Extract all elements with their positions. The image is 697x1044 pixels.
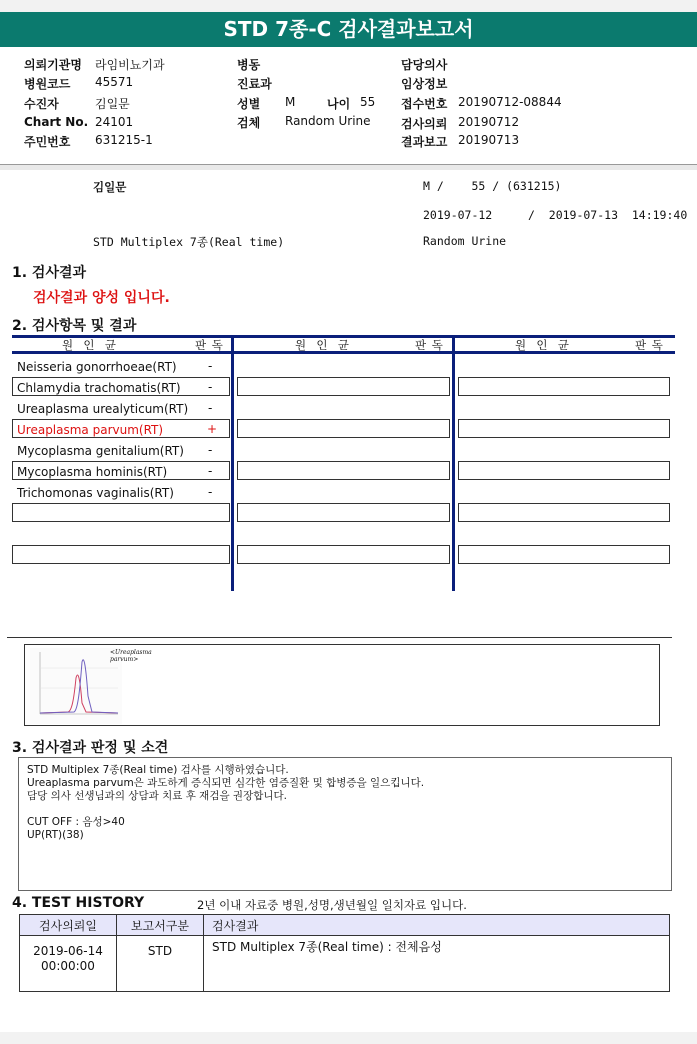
history-note: 2년 이내 자료중 병원,성명,생년월일 일치자료 입니다.: [197, 898, 467, 912]
summary-date-request: 2019-07-12: [423, 208, 493, 222]
organism-name: Chlamydia trachomatis(RT): [17, 381, 181, 395]
organism-name: Mycoplasma genitalium(RT): [17, 444, 184, 458]
info-label-resident-no: 주민번호: [24, 135, 71, 149]
history-date: 2019-06-14: [33, 944, 103, 958]
info-label-ward: 병동: [237, 58, 261, 72]
info-value-specimen: Random Urine: [285, 114, 371, 128]
organism-result: -: [208, 401, 213, 415]
info-label-specimen: 검체: [237, 116, 261, 130]
section1-result: 검사결과 양성 입니다.: [33, 290, 170, 306]
graph-legend-line2: parvum>: [110, 656, 139, 663]
summary-test: STD Multiplex 7종(Real time): [93, 235, 285, 249]
header-organism-1: 원 인 균: [62, 338, 117, 352]
cell-box: [237, 461, 450, 480]
info-label-patient: 수진자: [24, 97, 59, 111]
section2-heading: 2. 검사항목 및 결과: [12, 318, 137, 334]
summary-name: 김일문: [93, 180, 127, 194]
cell-box: [458, 461, 670, 480]
info-value-sex: M: [285, 95, 296, 109]
cell-box: [237, 419, 450, 438]
report-title: STD 7종-C 검사결과보고서: [0, 12, 697, 47]
opinion-value: UP(RT)(38): [27, 829, 84, 841]
info-label-sex: 성별: [237, 97, 261, 111]
info-value-resident-no: 631215-1: [95, 133, 153, 147]
organism-result: -: [208, 464, 213, 478]
opinion-cutoff: CUT OFF : 음성>40: [27, 816, 125, 828]
info-value-receipt-no: 20190712-08844: [458, 95, 562, 109]
bottom-margin: [0, 1032, 697, 1044]
history-type: STD: [117, 936, 204, 992]
section4-heading: 4. TEST HISTORY: [12, 895, 145, 911]
info-value-chart-no: 24101: [95, 115, 134, 129]
cell-box: [12, 545, 230, 564]
info-label-request-date: 검사의뢰: [401, 117, 448, 131]
info-label-receipt-no: 접수번호: [401, 97, 448, 111]
opinion-line: Ureaplasma parvum은 과도하게 증식되면 심각한 염증질환 및 합병증을 일으킵니다.: [27, 777, 425, 789]
info-divider-shadow: [0, 165, 697, 170]
top-margin: [0, 0, 697, 12]
amplification-graph-frame: [24, 644, 660, 726]
summary-sex-age: M / 55 / (631215): [423, 179, 562, 193]
cell-box: [237, 377, 450, 396]
cell-box: [458, 419, 670, 438]
header-judge-3: 판 독: [635, 338, 664, 352]
cell-box: [12, 503, 230, 522]
info-label-report-date: 결과보고: [401, 135, 448, 149]
history-date-cell: [20, 936, 117, 992]
info-value-age: 55: [360, 95, 376, 109]
organism-name-positive: Ureaplasma parvum(RT): [17, 423, 164, 437]
section3-heading: 3. 검사결과 판정 및 소견: [12, 740, 169, 756]
table-vline-2: [452, 335, 455, 591]
opinion-line: STD Multiplex 7종(Real time) 검사를 시행하였습니다.: [27, 764, 289, 776]
organism-result-positive: +: [207, 422, 218, 436]
info-value-request-date: 20190712: [458, 115, 520, 129]
header-judge-1: 판 독: [195, 338, 224, 352]
history-col-date: 검사의뢰일: [20, 915, 117, 936]
summary-specimen: Random Urine: [423, 234, 507, 248]
organism-result: -: [208, 443, 213, 457]
opinion-box: [18, 757, 672, 891]
header-organism-2: 원 인 균: [295, 338, 350, 352]
amplification-curve-chart: [30, 648, 122, 724]
cell-box: [237, 545, 450, 564]
table-vline-1: [231, 335, 234, 591]
header-organism-3: 원 인 균: [515, 338, 570, 352]
info-label-hospital-code: 병원코드: [24, 77, 71, 91]
organism-result: -: [208, 359, 213, 373]
summary-date-report: / 2019-07-13 14:19:40: [528, 208, 688, 222]
cell-box: [458, 503, 670, 522]
organism-name: Trichomonas vaginalis(RT): [17, 486, 174, 500]
history-col-result: 검사결과: [204, 915, 670, 936]
info-value-patient: 김일문: [95, 97, 130, 111]
info-value-report-date: 20190713: [458, 133, 520, 147]
table-bottom-rule: [7, 637, 672, 638]
info-label-clinical: 임상정보: [401, 77, 448, 91]
info-label-dept: 진료과: [237, 77, 272, 91]
organism-name: Ureaplasma urealyticum(RT): [17, 402, 189, 416]
opinion-line: 담당 의사 선생님과의 상담과 치료 후 재검을 권장합니다.: [27, 790, 287, 802]
cell-box: [458, 545, 670, 564]
info-value-institution: 라임비뇨기과: [95, 58, 165, 72]
info-label-chart-no: Chart No.: [24, 115, 89, 129]
cell-box: [458, 377, 670, 396]
history-time: 00:00:00: [41, 959, 95, 973]
cell-box: [237, 503, 450, 522]
info-label-doctor: 담당의사: [401, 58, 448, 72]
header-judge-2: 판 독: [415, 338, 444, 352]
history-col-type: 보고서구분: [117, 915, 204, 936]
organism-result: -: [208, 485, 213, 499]
history-row: [20, 936, 670, 992]
organism-name: Neisseria gonorrhoeae(RT): [17, 360, 177, 374]
organism-result: -: [208, 380, 213, 394]
info-label-institution: 의뢰기관명: [24, 58, 82, 72]
section1-heading: 1. 검사결과: [12, 265, 87, 281]
info-value-hospital-code: 45571: [95, 75, 134, 89]
history-header-row: [20, 915, 670, 936]
history-result: STD Multiplex 7종(Real time) : 전체음성: [204, 936, 670, 992]
history-table: [19, 914, 670, 992]
info-label-age: 나이: [327, 97, 351, 111]
organism-name: Mycoplasma hominis(RT): [17, 465, 168, 479]
graph-legend-line1: <Ureaplasma: [110, 649, 152, 656]
